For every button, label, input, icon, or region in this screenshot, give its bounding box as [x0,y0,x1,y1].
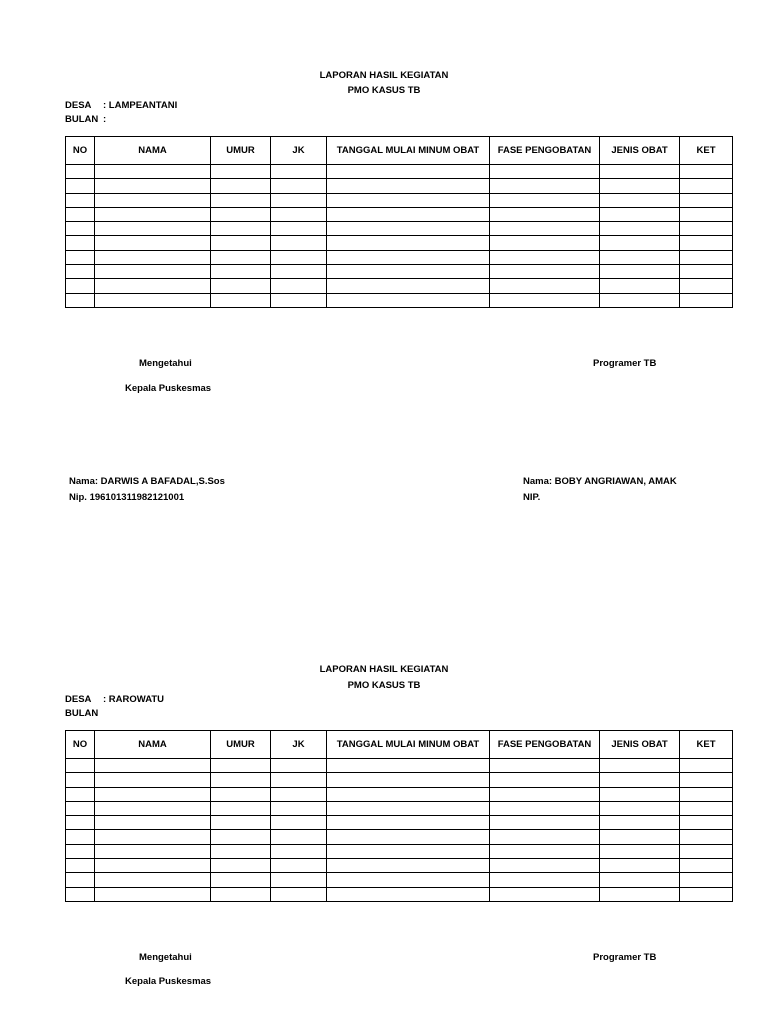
table-cell [66,844,95,858]
report1-sign-left-name: Nama: DARWIS A BAFADAL,S.Sos [69,476,225,487]
table-row [66,265,733,279]
report1-bulan-label: BULAN [65,114,99,125]
table-cell [600,222,680,236]
table-cell [327,859,490,873]
table-cell [490,773,600,787]
table-cell [66,193,95,207]
table-cell [211,193,271,207]
table-cell [680,250,733,264]
table-cell [327,179,490,193]
table-cell [211,236,271,250]
table-cell [271,165,327,179]
table-cell [490,193,600,207]
table-cell [327,265,490,279]
table-cell [600,265,680,279]
table-cell [211,250,271,264]
col-header-no: NO [66,137,95,165]
table-cell [66,759,95,773]
table-cell [600,816,680,830]
table-cell [600,250,680,264]
report1-bulan-value: : [103,114,107,125]
table-cell [327,293,490,307]
report1-sign-left-nip: Nip. 196101311982121001 [69,492,185,503]
table-row [66,844,733,858]
table-cell [271,873,327,887]
table-cell [490,830,600,844]
report2-desa-value: : RAROWATU [103,694,165,705]
table-cell [680,193,733,207]
table-row [66,887,733,901]
table-cell [66,830,95,844]
table-cell [95,222,211,236]
table-cell [490,801,600,815]
table-cell [600,179,680,193]
table-cell [327,830,490,844]
table-cell [66,773,95,787]
table-cell [600,830,680,844]
table-row [66,787,733,801]
table-row [66,250,733,264]
table-cell [600,193,680,207]
table-cell [95,787,211,801]
table-cell [66,222,95,236]
table-cell [66,873,95,887]
table-cell [600,787,680,801]
table-cell [680,165,733,179]
table-cell [211,830,271,844]
table-cell [490,293,600,307]
table-cell [211,759,271,773]
table-cell [680,236,733,250]
table-cell [680,816,733,830]
report1-sign-right-name: Nama: BOBY ANGRIAWAN, AMAK [523,476,677,487]
table-row [66,193,733,207]
table-cell [327,207,490,221]
table-cell [600,293,680,307]
table-row [66,207,733,221]
table-cell [600,759,680,773]
table-cell [271,759,327,773]
table-cell [95,265,211,279]
table-cell [95,830,211,844]
col-header-ket: KET [680,137,733,165]
col-header-nama: NAMA [95,731,211,759]
table-cell [66,207,95,221]
table-cell [680,873,733,887]
table-row [66,279,733,293]
table-cell [211,222,271,236]
table-cell [490,859,600,873]
table-cell [271,887,327,901]
table-row [66,873,733,887]
table-cell [211,279,271,293]
table-cell [271,773,327,787]
table-cell [95,816,211,830]
table-cell [66,250,95,264]
table-cell [600,236,680,250]
report2-subtitle: PMO KASUS TB [347,680,421,691]
table-cell [490,165,600,179]
table-cell [211,265,271,279]
table-cell [680,844,733,858]
table-cell [271,816,327,830]
table-cell [95,801,211,815]
table-cell [680,207,733,221]
table-cell [490,844,600,858]
table-cell [327,816,490,830]
report1-table [65,136,733,308]
table-cell [490,207,600,221]
report1-desa-label: DESA [65,100,92,111]
table-cell [680,830,733,844]
col-header-jk: JK [271,731,327,759]
table-cell [95,207,211,221]
table-cell [211,844,271,858]
table-cell [490,236,600,250]
table-cell [271,801,327,815]
table-cell [271,844,327,858]
table-cell [211,887,271,901]
col-header-no: NO [66,731,95,759]
table-cell [327,193,490,207]
table-row [66,801,733,815]
report1-table-body [66,165,733,308]
table-cell [680,801,733,815]
table-cell [66,293,95,307]
table-row [66,179,733,193]
table-cell [211,207,271,221]
table-cell [271,250,327,264]
table-cell [66,859,95,873]
report2-mengetahui: Mengetahui [139,952,192,963]
table-cell [271,265,327,279]
table-row [66,222,733,236]
table-row [66,293,733,307]
col-header-ket: KET [680,731,733,759]
col-header-jenis-obat: JENIS OBAT [600,137,680,165]
table-cell [66,279,95,293]
table-cell [271,293,327,307]
table-row [66,830,733,844]
col-header-jenis-obat: JENIS OBAT [600,731,680,759]
report1-desa-value: : LAMPEANTANI [103,100,178,111]
table-cell [95,236,211,250]
table-cell [211,816,271,830]
table-cell [211,873,271,887]
table-cell [600,279,680,293]
col-header-tanggal: TANGGAL MULAI MINUM OBAT [327,731,490,759]
table-cell [490,250,600,264]
table-cell [490,759,600,773]
table-cell [680,787,733,801]
table-cell [490,179,600,193]
table-row [66,165,733,179]
table-cell [327,887,490,901]
table-cell [680,265,733,279]
table-cell [95,193,211,207]
report2-programer: Programer TB [593,952,657,963]
table-cell [490,816,600,830]
col-header-nama: NAMA [95,137,211,165]
table-cell [95,887,211,901]
table-cell [600,773,680,787]
table-cell [327,279,490,293]
table-cell [271,207,327,221]
table-cell [490,279,600,293]
table-row [66,773,733,787]
table-row [66,236,733,250]
table-row [66,816,733,830]
table-cell [271,236,327,250]
report2-kepala: Kepala Puskesmas [125,976,212,987]
table-cell [327,759,490,773]
col-header-tanggal: TANGGAL MULAI MINUM OBAT [327,137,490,165]
table-cell [490,887,600,901]
table-cell [490,787,600,801]
table-cell [211,773,271,787]
table-cell [95,293,211,307]
table-cell [66,787,95,801]
table-row [66,859,733,873]
table-cell [600,165,680,179]
table-cell [680,859,733,873]
table-cell [327,801,490,815]
table-cell [680,887,733,901]
table-cell [95,844,211,858]
table-cell [490,265,600,279]
table-cell [680,279,733,293]
report2-bulan-label: BULAN [65,708,99,719]
report2-table [65,730,733,902]
col-header-jk: JK [271,137,327,165]
table-cell [271,787,327,801]
report2-table-body [66,759,733,902]
table-cell [211,179,271,193]
table-cell [600,207,680,221]
table-cell [211,787,271,801]
report1-sign-right-nip: NIP. [523,492,541,503]
table-cell [271,193,327,207]
table-cell [680,759,733,773]
table-cell [211,859,271,873]
table-cell [327,773,490,787]
table-cell [271,859,327,873]
report1-title: LAPORAN HASIL KEGIATAN [319,70,449,81]
table-cell [327,165,490,179]
col-header-fase: FASE PENGOBATAN [490,731,600,759]
table-cell [680,773,733,787]
table-cell [95,873,211,887]
table-cell [271,830,327,844]
report2-desa-label: DESA [65,694,92,705]
report1-subtitle: PMO KASUS TB [347,85,421,96]
table-cell [600,873,680,887]
table-cell [95,759,211,773]
table-cell [66,236,95,250]
table-cell [95,859,211,873]
col-header-fase: FASE PENGOBATAN [490,137,600,165]
table-cell [211,801,271,815]
table-cell [66,816,95,830]
table-cell [327,787,490,801]
col-header-umur: UMUR [211,731,271,759]
report1-kepala: Kepala Puskesmas [125,383,212,394]
table-cell [327,844,490,858]
table-cell [271,222,327,236]
table-cell [95,179,211,193]
table-cell [490,222,600,236]
table-cell [66,265,95,279]
table-cell [600,859,680,873]
table-cell [95,773,211,787]
col-header-umur: UMUR [211,137,271,165]
table-cell [680,293,733,307]
table-cell [211,165,271,179]
table-cell [327,222,490,236]
table-cell [600,887,680,901]
report2-header-row [66,731,733,759]
table-cell [66,887,95,901]
table-cell [66,165,95,179]
table-cell [680,222,733,236]
table-cell [327,873,490,887]
table-cell [211,293,271,307]
table-cell [271,179,327,193]
table-cell [271,279,327,293]
table-cell [95,279,211,293]
table-cell [600,844,680,858]
table-cell [95,250,211,264]
table-cell [600,801,680,815]
table-cell [95,165,211,179]
report1-mengetahui: Mengetahui [139,358,192,369]
table-row [66,759,733,773]
table-cell [66,801,95,815]
report1-header-row [66,137,733,165]
report2-title: LAPORAN HASIL KEGIATAN [319,664,449,675]
table-cell [327,236,490,250]
table-cell [490,873,600,887]
table-cell [327,250,490,264]
table-cell [680,179,733,193]
table-cell [66,179,95,193]
report1-programer: Programer TB [593,358,657,369]
